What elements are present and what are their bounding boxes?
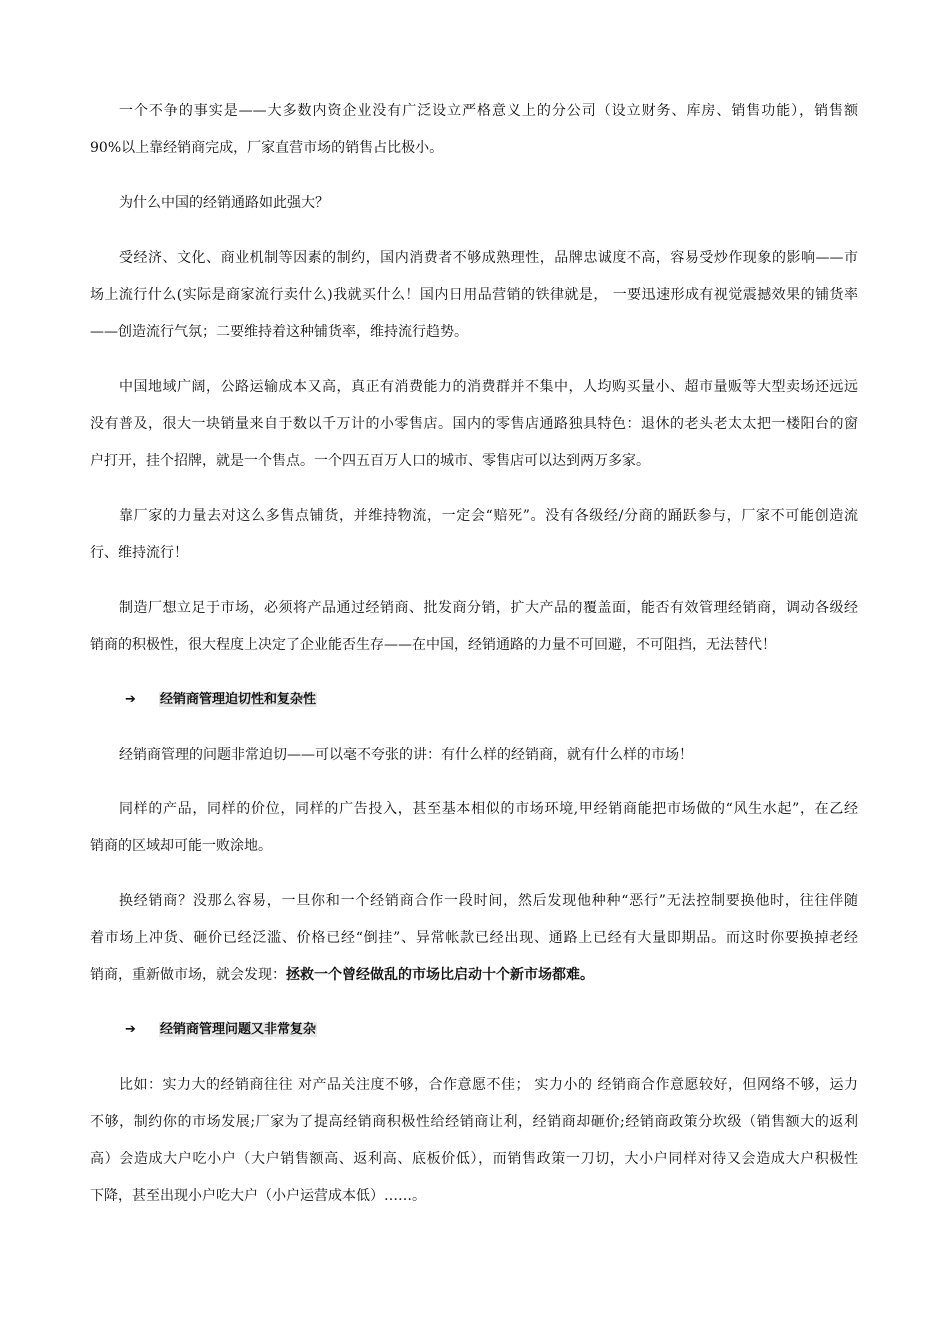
paragraph-line: 高）会造成大户吃小户（大户销售额高、返利高、底板价低），而销售政策一刀切，大小户同样对待又会造成大户积极性	[90, 1151, 858, 1167]
paragraph-line: 没有普及，很大一块销量来自于数以千万计的小零售店。国内的零售店通路独具特色：退休的老头老太太把一楼阳台的窗	[90, 416, 858, 432]
paragraph-line: 为什么中国的经销通路如此强大？	[119, 195, 329, 211]
paragraph-line	[90, 965, 858, 985]
paragraph-line: 行、维持流行！	[90, 545, 188, 561]
paragraph-line: 受经济、文化、商业机制等因素的制约，国内消费者不够成熟理性，品牌忠诚度不高，容易受炒作现象的影响——市	[119, 250, 858, 266]
paragraph-line: 户打开，挂个招牌，就是一个售点。一个四五百万人口的城市、零售店可以达到两万多家。	[90, 453, 650, 469]
paragraph-line: ——创造流行气氛；二要维持着这种铺货率，维持流行趋势。	[90, 324, 468, 340]
paragraph-line: 下降，甚至出现小户吃大户（小户运营成本低）……。	[90, 1188, 426, 1204]
paragraph-line: 着市场上冲货、砸价已经泛滥、价格已经“倒挂”、异常帐款已经出现、通路上已经有大量即期品。而这时你要换掉老经	[90, 930, 858, 946]
heading-text: 经销商管理问题又非常复杂	[160, 1022, 317, 1037]
section-heading	[125, 1020, 317, 1040]
paragraph-line: 经销商管理的问题非常迫切——可以毫不夸张的讲：有什么样的经销商，就有什么样的市场！	[119, 747, 693, 763]
paragraph-line: 场上流行什么(实际是商家流行卖什么)我就买什么！国内日用品营销的铁律就是， 一要迅速形成有视觉震撼效果的铺货率	[90, 287, 858, 303]
paragraph-line: 销商的区域却可能一败涂地。	[90, 838, 272, 854]
emphasis-text: 拯救一个曾经做乱的市场比启动十个新市场都难。	[286, 967, 594, 983]
heading-text: 经销商管理迫切性和复杂性	[160, 692, 317, 707]
paragraph-line: 靠厂家的力量去对这么多售点铺货，并维持物流，一定会“赔死”。没有各级经/分商的踊跃参与，厂家不可能创造流	[119, 508, 858, 524]
paragraph-line: 比如：实力大的经销商往往 对产品关注度不够，合作意愿不佳； 实力小的 经销商合作意愿较好，但网络不够，运力	[119, 1077, 858, 1093]
paragraph-line: 换经销商？没那么容易，一旦你和一个经销商合作一段时间，然后发现他种种“恶行”无法控制要换他时，往往伴随	[119, 893, 858, 909]
paragraph-text: 销商，重新做市场，就会发现：	[90, 967, 286, 983]
paragraph-line: 中国地域广阔，公路运输成本又高，真正有消费能力的消费群并不集中，人均购买量小、超市量贩等大型卖场还远远	[119, 379, 858, 395]
paragraph-line: 一个不争的事实是——大多数内资企业没有广泛设立严格意义上的分公司（设立财务、库房、销售功能），销售额	[119, 103, 858, 119]
paragraph-line: 销商的积极性，很大程度上决定了企业能否生存——在中国，经销通路的力量不可回避，不可阻挡，无法替代！	[90, 637, 776, 653]
paragraph-line: 制造厂想立足于市场，必须将产品通过经销商、批发商分销，扩大产品的覆盖面，能否有效管理经销商，调动各级经	[119, 600, 858, 616]
section-heading	[125, 690, 317, 710]
arrow-right-icon: ➔	[125, 692, 136, 707]
paragraph-line: 同样的产品，同样的价位，同样的广告投入，甚至基本相似的市场环境,甲经销商能把市场做的“风生水起”，在乙经	[119, 801, 858, 817]
paragraph-line: 不够，制约你的市场发展;厂家为了提高经销商积极性给经销商让利，经销商却砸价;经销商政策分坎级（销售额大的返利	[90, 1114, 858, 1130]
arrow-right-icon: ➔	[125, 1022, 136, 1037]
paragraph-line: 90%以上靠经销商完成，厂家直营市场的销售占比极小。	[90, 140, 444, 156]
